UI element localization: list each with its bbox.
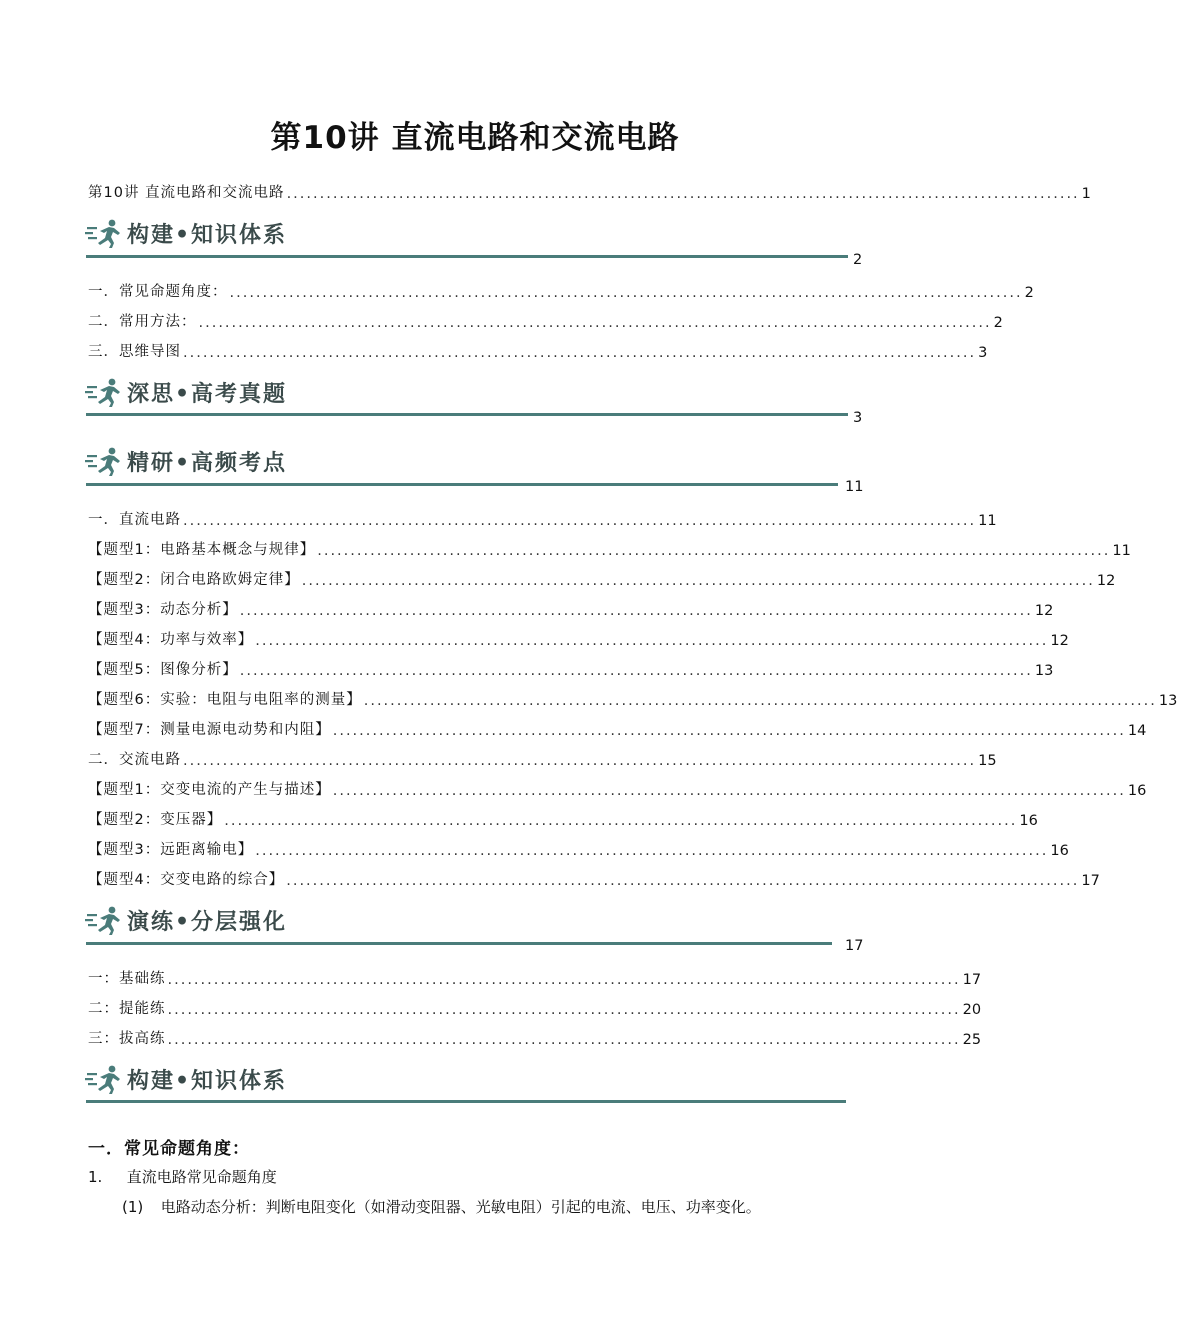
toc-entry-label: 二：提能练 [88,1001,166,1017]
toc-section-header[interactable] [85,444,287,478]
toc-entry[interactable] [88,537,1131,559]
section-title: 精研•高频考点 [127,449,288,476]
toc-leader-dots: ........................................................................................................................ [363,693,1157,709]
section-divider [86,483,838,486]
toc-section-header[interactable] [85,216,287,250]
section-title: 构建•知识体系 [127,1067,288,1094]
toc-leader-dots: ........................................................................................................................ [301,573,1095,589]
toc-leader-dots: ........................................................................................................................ [167,1032,961,1048]
sub-list-item-text: 电路动态分析：判断电阻变化（如滑动变阻器、光敏电阻）引起的电流、电压、功率变化。 [160,1198,761,1216]
toc-leader-dots: ........................................................................................................................ [255,843,1049,859]
toc-leader-dots: ........................................................................................................................ [317,543,1111,559]
toc-page-number: 14 [1127,723,1147,739]
sub-list-number: (1) [122,1198,144,1216]
toc-page-number: 3 [978,345,988,361]
toc-leader-dots: ........................................................................................................................ [286,186,1080,202]
toc-entry-label: 一．常见命题角度： [88,284,228,300]
toc-leader-dots: ........................................................................................................................ [332,723,1126,739]
section-title: 深思•高考真题 [127,380,288,407]
toc-entry[interactable] [88,717,1147,739]
section-divider [86,942,832,945]
toc-entry[interactable] [88,627,1069,649]
toc-entry-label: 一．直流电路 [88,512,181,528]
toc-leader-dots: ........................................................................................................................ [198,315,992,331]
toc-page-number: 12 [1050,633,1069,649]
toc-entry[interactable] [88,507,997,529]
toc-entry[interactable] [88,1026,982,1048]
toc-page-number: 17 [1081,873,1100,889]
toc-entry-label: 【题型6：实验：电阻与电阻率的测量】 [88,692,362,708]
toc-page-number: 13 [1158,693,1177,709]
toc-entry-label: 二．交流电路 [88,752,181,768]
toc-entry[interactable] [88,747,997,769]
toc-leader-dots: ........................................................................................................................ [224,813,1018,829]
toc-leader-dots: ........................................................................................................................ [239,603,1033,619]
toc-page-number: 11 [978,513,997,529]
toc-entry-label: 【题型4：功率与效率】 [88,632,254,648]
toc-page-number: 11 [1112,543,1131,559]
runner-icon [85,1064,123,1094]
toc-page-number: 12 [1096,573,1116,589]
toc-entry-label: 【题型3：动态分析】 [88,602,238,618]
toc-entry-label: 【题型2：变压器】 [88,812,223,828]
toc-page-number: 16 [1127,783,1147,799]
toc-leader-dots: ........................................................................................................................ [332,783,1126,799]
toc-entry[interactable] [88,657,1054,679]
toc-entry-label: 【题型2：闭合电路欧姆定律】 [88,572,300,588]
toc-entry[interactable] [88,996,982,1018]
toc-entry-label: 【题型4：交变电路的综合】 [88,872,285,888]
body-section-header [85,1062,287,1096]
section-divider [86,1100,846,1103]
toc-entry-label: 【题型5：图像分析】 [88,662,238,678]
section-title: 构建•知识体系 [127,221,288,248]
toc-page-number: 3 [853,410,863,426]
toc-page-number: 17 [845,938,864,954]
toc-entry-label: 第10讲 直流电路和交流电路 [88,185,285,201]
runner-icon [85,218,123,248]
toc-entry[interactable] [88,309,1003,331]
toc-entry[interactable] [88,339,988,361]
toc-entry[interactable] [88,807,1038,829]
toc-page-number: 2 [993,315,1003,331]
toc-leader-dots: ........................................................................................................................ [286,873,1080,889]
subsection-heading: 一．常见命题角度： [88,1139,250,1159]
toc-leader-dots: ........................................................................................................................ [229,285,1023,301]
toc-entry[interactable] [88,777,1147,799]
toc-entry[interactable] [88,567,1116,589]
section-title: 演练•分层强化 [127,908,288,935]
runner-icon [85,905,123,935]
runner-icon [85,377,123,407]
section-divider [86,255,848,258]
toc-leader-dots: ........................................................................................................................ [255,633,1049,649]
list-item [88,1166,277,1187]
list-item-text: 直流电路常见命题角度 [126,1168,277,1186]
toc-page-number: 2 [1024,285,1034,301]
toc-page-number: 13 [1034,663,1054,679]
document-title: 第10讲 直流电路和交流电路 [270,120,680,156]
toc-page-number: 17 [962,972,982,988]
toc-entry[interactable] [88,837,1069,859]
toc-page-number: 15 [978,753,997,769]
toc-entry-label: 【题型1：交变电流的产生与描述】 [88,782,331,798]
toc-page-number: 11 [845,479,864,495]
sub-list-item [122,1196,761,1217]
toc-entry-label: 二．常用方法： [88,314,197,330]
toc-entry-label: 三：拔高练 [88,1031,166,1047]
toc-leader-dots: ........................................................................................................................ [167,1002,961,1018]
toc-entry-label: 【题型7：测量电源电动势和内阻】 [88,722,331,738]
runner-icon [85,446,123,476]
toc-entry-label: 三．思维导图 [88,344,181,360]
toc-page-number: 2 [853,252,863,268]
toc-section-header[interactable] [85,903,287,937]
toc-leader-dots: ........................................................................................................................ [183,513,977,529]
toc-entry[interactable] [88,279,1034,301]
toc-page-number: 1 [1081,186,1091,202]
toc-entry[interactable] [88,966,982,988]
toc-entry[interactable] [88,180,1091,202]
toc-page-number: 16 [1019,813,1038,829]
toc-leader-dots: ........................................................................................................................ [167,972,961,988]
toc-entry[interactable] [88,597,1054,619]
toc-entry-label: 一：基础练 [88,971,166,987]
toc-entry-label: 【题型1：电路基本概念与规律】 [88,542,316,558]
toc-entry[interactable] [88,687,1177,709]
toc-leader-dots: ........................................................................................................................ [239,663,1033,679]
toc-entry-label: 【题型3：远距离输电】 [88,842,254,858]
toc-entry[interactable] [88,867,1100,889]
toc-section-header[interactable] [85,375,287,409]
toc-leader-dots: ........................................................................................................................ [183,753,977,769]
toc-page-number: 16 [1050,843,1069,859]
toc-page-number: 12 [1034,603,1054,619]
toc-leader-dots: ........................................................................................................................ [183,345,977,361]
section-divider [86,413,848,416]
toc-page-number: 25 [962,1032,982,1048]
list-number: 1. [88,1168,103,1186]
toc-page-number: 20 [962,1002,982,1018]
